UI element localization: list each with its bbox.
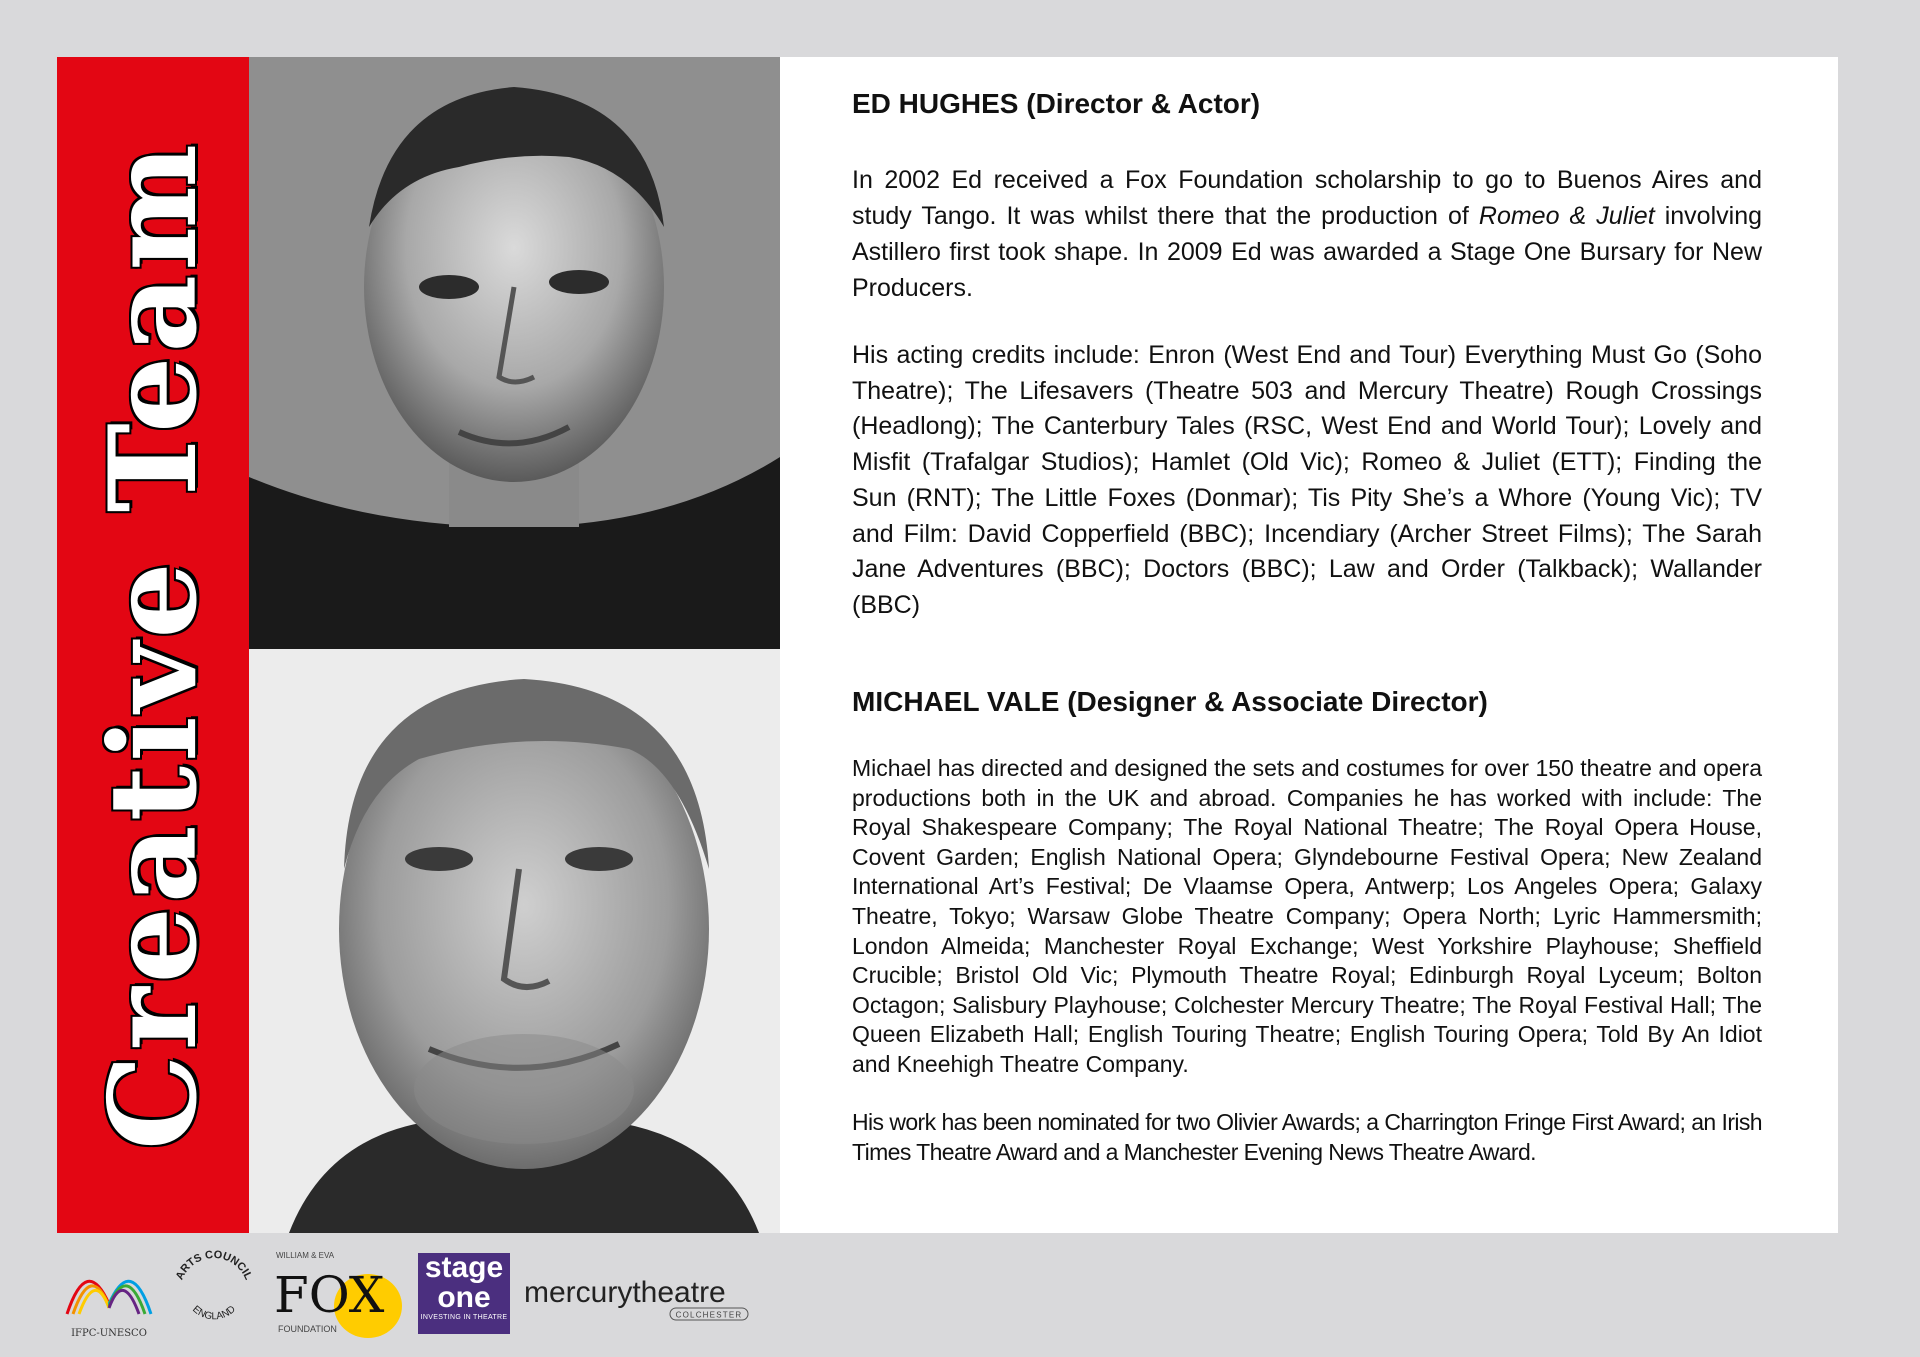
michael-vale-portrait-graphic [249, 649, 780, 1233]
ed-hughes-bio-paragraph [852, 162, 1762, 306]
michael-vale-bio-paragraph: Michael has directed and designed the sets and costumes for over 150 theatre and opera productions both in the UK and abroad. Companies he has worked with include: The Royal Shakespeare Company; The Royal National Theatre; The Royal Opera House, Covent Garden; English National Opera; Glyndebourne Festival Opera; New Zealand International Art’s Festival; De Vlaamse Opera, Antwerp; Los Angeles Opera; Galaxy Theatre, Tokyo; Warsaw Globe Theatre Company; Opera North; Lyric Hammersmith; London Almeida; Manchester Royal Exchange; West Yorkshire Playhouse; Sheffield Crucible; Bristol Old Vic; Plymouth Theatre Royal; Edinburgh Royal Lyceum; Bolton Octagon; Salisbury Playhouse; Colchester Mercury Theatre; The Royal Festival Hall; The Queen Elizabeth Hall; English Touring Theatre; English Touring Opera; Told By An Idiot and Kneehigh Theatre Company. [852, 755, 1762, 1077]
stage-one-word-1: stage [424, 1251, 504, 1284]
stage-one-logo [418, 1253, 510, 1334]
sidebar-title: Creative Team [82, 139, 224, 1151]
michael-vale-photo [249, 649, 780, 1233]
arts-council-circle-icon [166, 1244, 262, 1340]
svg-text:ARTS COUNCIL [174, 1249, 255, 1282]
fox-foundation-mark [268, 1248, 408, 1342]
ed-bio-italic-title: Romeo & Juliet [1478, 202, 1655, 230]
ed-hughes-portrait-graphic [249, 57, 780, 649]
svg-text:ENGLAND [190, 1304, 238, 1322]
ed-hughes-credits-paragraph: His acting credits include: Enron (West End and Tour) Everything Must Go (Soho Theatre); The Lifesavers (Theatre 503 and Mercury Theatre) Rough Crossings (Headlong); The Canterbury Tales (RSC, West End and World Tour); Lovely and Misfit (Trafalgar Studios); Hamlet (Old Vic); Romeo & Juliet (ETT); Finding the Sun (RNT); The Little Foxes (Donmar); Tis Pity She’s a Whore (Young Vic); TV and Film: David Copperfield (BBC); Incendiary (Archer Street Films); The Sarah Jane Adventures (BBC); Doctors (BBC); Law and Order (Talkback); Wallander (BBC) [852, 341, 1762, 619]
ifpc-unesco-logo [57, 1244, 161, 1340]
ed-bio-text-2: involving Astillero first took shape. In 2009 Ed was awarded a Stage One Bursary for New Producers. [852, 202, 1762, 302]
fox-word: FOX [274, 1266, 385, 1324]
ifpc-rainbow-icon [57, 1244, 161, 1340]
fox-small-top-text: WILLIAM & EVA [276, 1251, 335, 1260]
michael-vale-heading: MICHAEL VALE (Designer & Associate Director) [852, 686, 1488, 717]
ed-bio-text-1: In 2002 Ed received a Fox Foundation scholarship to go to Buenos Aires and study Tango. It was whilst there that the production of [852, 166, 1762, 230]
arts-council-england-logo [166, 1244, 262, 1340]
mercury-word: mercurytheatre [524, 1276, 726, 1309]
arts-council-top-text: ARTS COUNCIL [173, 1248, 255, 1282]
ed-hughes-heading: ED HUGHES (Director & Actor) [852, 88, 1261, 119]
ed-hughes-photo [249, 57, 780, 649]
michael-vale-awards-paragraph: His work has been nominated for two Olivier Awards; a Charrington Fringe First Award; an Irish Times Theatre Award and a Manchester Evening News Theatre Award. [852, 1109, 1762, 1165]
fox-small-bottom-text: FOUNDATION [278, 1324, 337, 1334]
stage-one-tagline: INVESTING IN THEATRE [420, 1314, 508, 1321]
ifpc-label: IFPC-UNESCO [71, 1328, 147, 1339]
mercury-sub-text: COLCHESTER [675, 1310, 743, 1320]
stage-one-word-2: one [437, 1281, 491, 1314]
mercury-theatre-logo [520, 1272, 752, 1322]
fox-foundation-logo [268, 1248, 408, 1342]
arts-council-bottom-text: ENGLAND [190, 1303, 238, 1323]
mercury-theatre-wordmark [520, 1272, 752, 1322]
